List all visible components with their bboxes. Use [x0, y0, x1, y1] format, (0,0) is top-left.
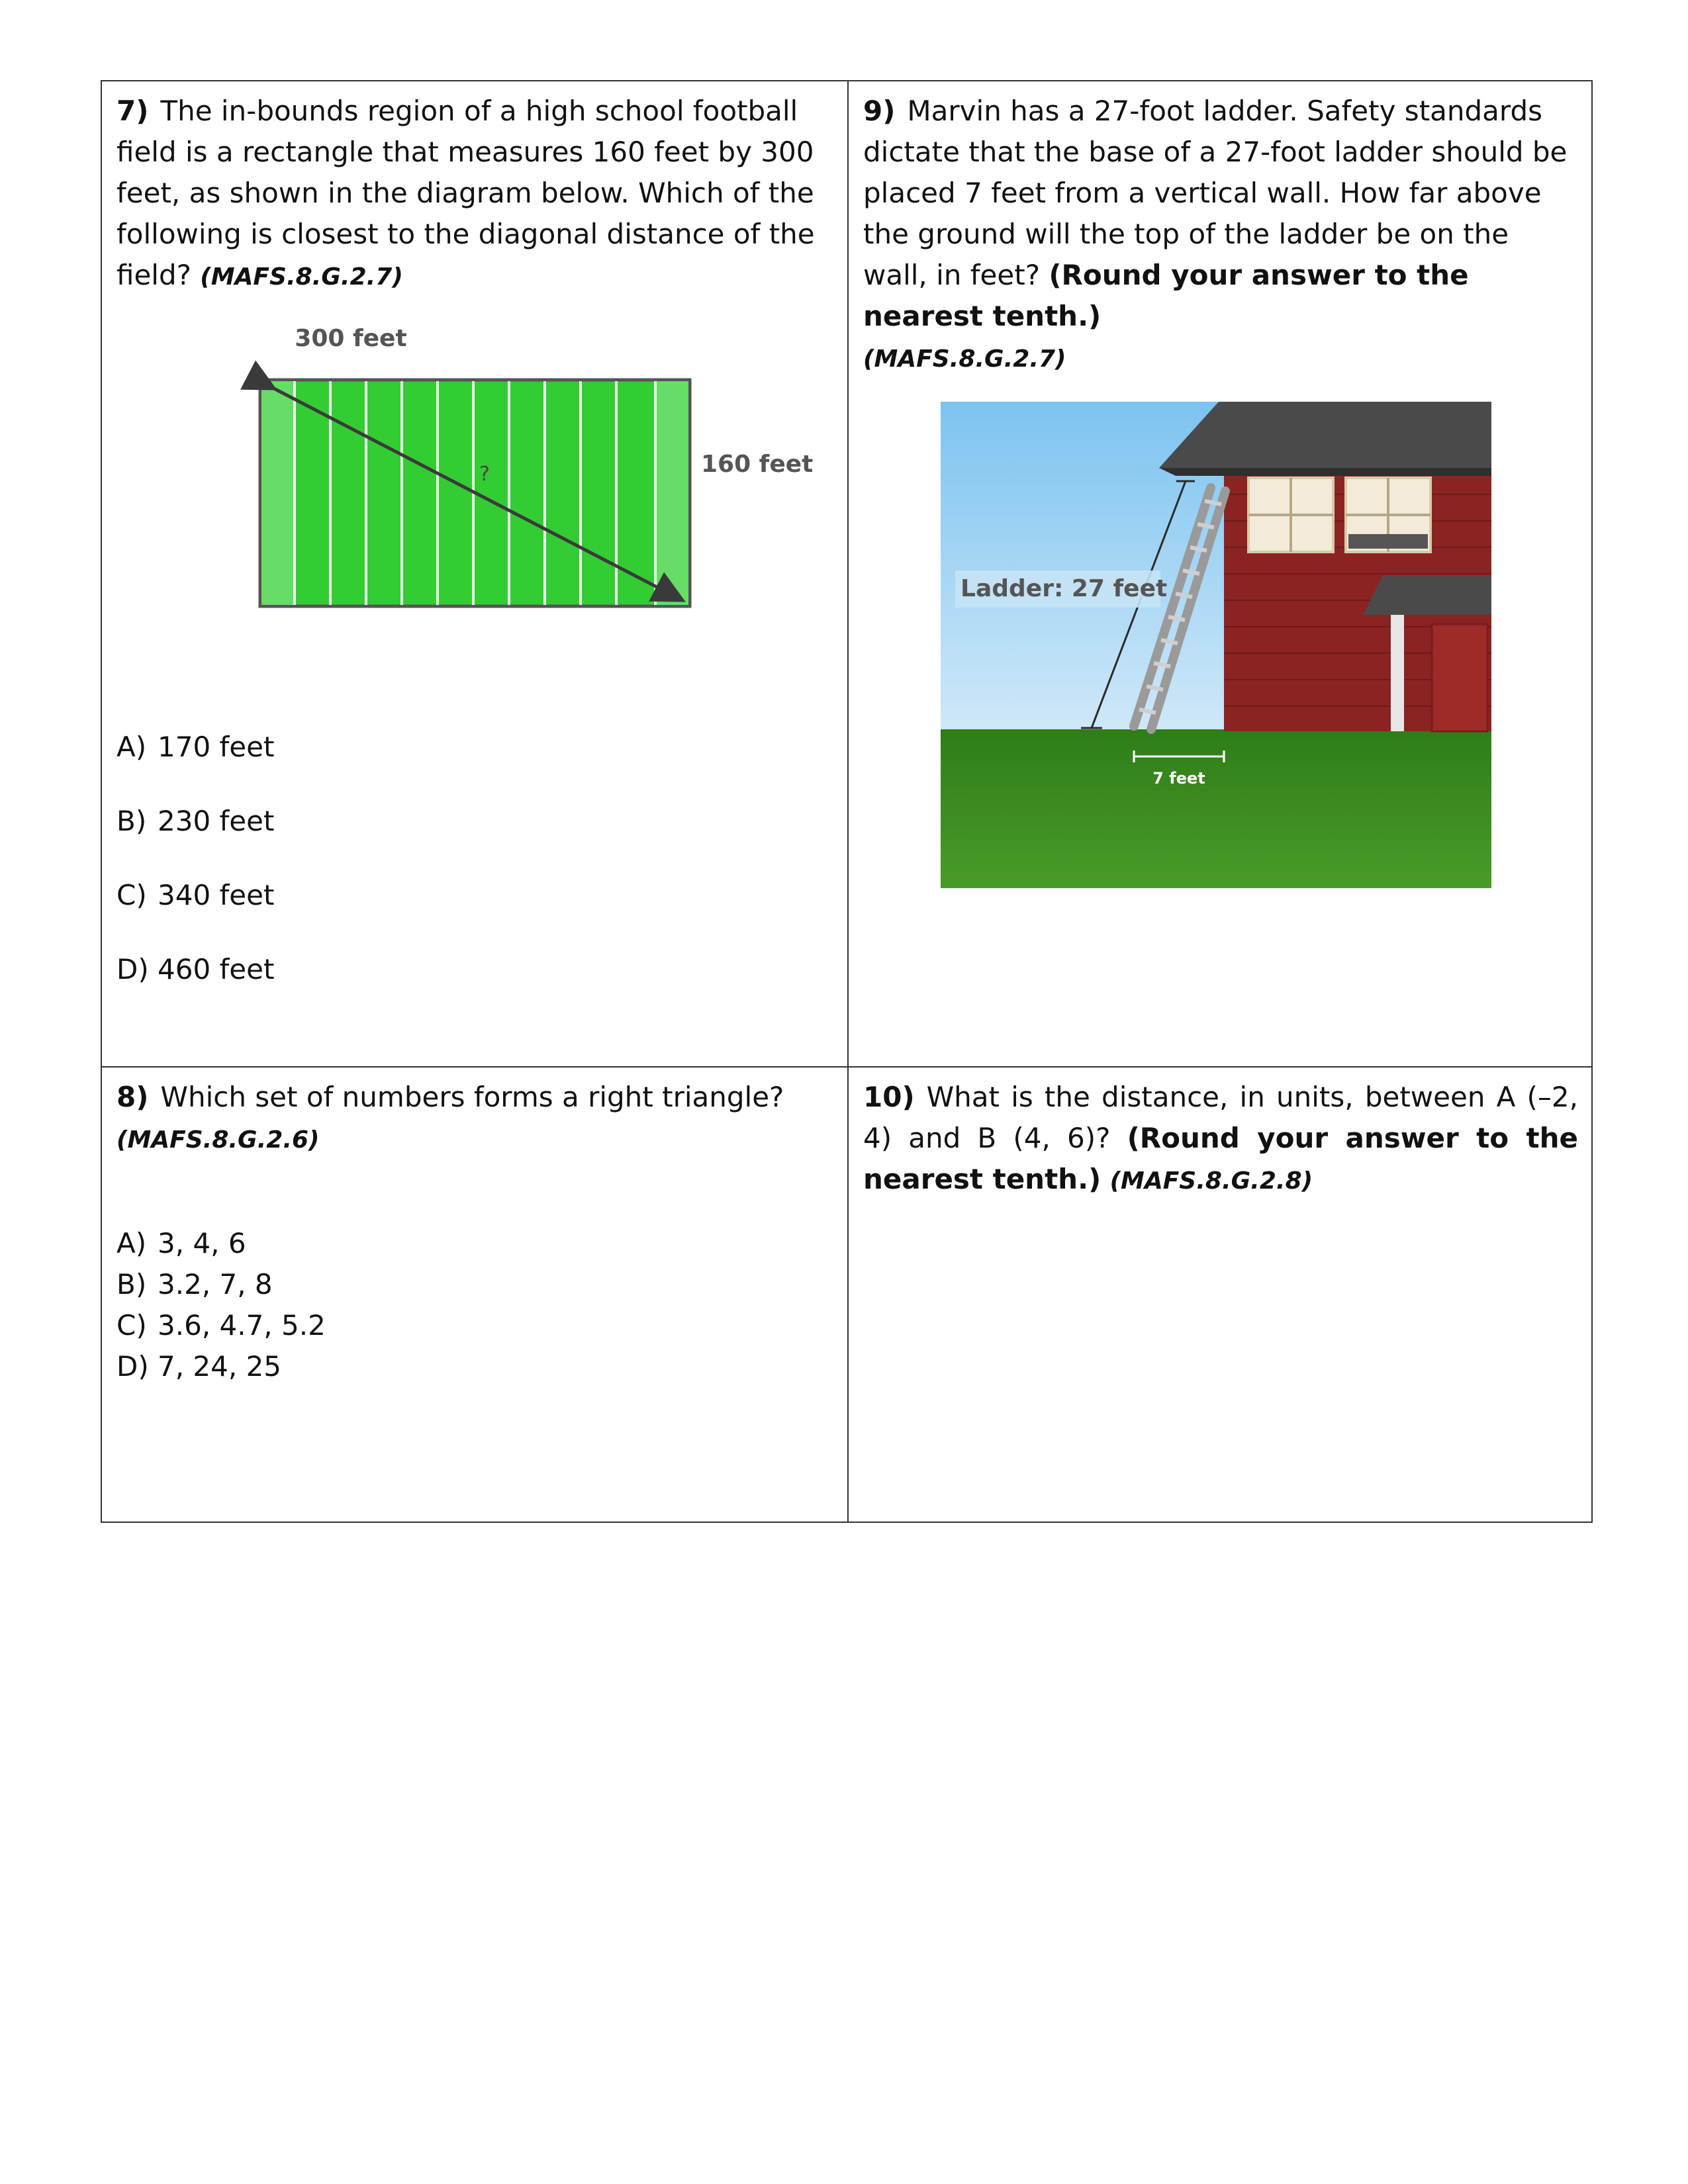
- choice-label: A): [117, 1227, 147, 1259]
- ladder-length-label: Ladder: 27 feet: [961, 575, 1168, 602]
- porch-column: [1391, 615, 1404, 731]
- rounding-instruction: (Round your answer to the nearest tenth.): [863, 1122, 1578, 1195]
- choice-d[interactable]: [117, 1346, 326, 1387]
- choice-text: 460 feet: [158, 953, 275, 985]
- standard-code: (MAFS.8.G.2.8): [1109, 1167, 1313, 1195]
- unknown-label: ?: [479, 463, 490, 486]
- question-7-cell: [102, 81, 847, 1066]
- choice-label: D): [117, 1350, 149, 1383]
- roof-shadow: [1159, 468, 1491, 476]
- question-text: The in-bounds region of a high school football field is a rectangle that measures 160 feet by 300 feet, as shown in the diagram below. Which of the following is closest to the diagonal distance of the field?: [117, 95, 815, 291]
- question-number: 9): [863, 95, 896, 127]
- question-text: Which set of numbers forms a right triangle?: [160, 1081, 784, 1113]
- height-label: 160 feet: [701, 451, 814, 478]
- choice-b[interactable]: [117, 801, 274, 875]
- choice-a[interactable]: [117, 727, 274, 801]
- question-9-cell: [849, 81, 1593, 1066]
- width-label: 300 feet: [295, 325, 407, 352]
- choice-c[interactable]: [117, 875, 274, 949]
- question-grid: [101, 80, 1593, 1523]
- question-text: Marvin has a 27-foot ladder. Safety standards dictate that the base of a 27-foot ladder should be placed 7 feet from a vertical wall. How far above the ground will the top of the ladder be on the wall, in feet?: [863, 95, 1568, 291]
- question-8-choices: [117, 1223, 326, 1387]
- window-2: [1346, 478, 1430, 552]
- question-8-cell: [102, 1068, 847, 1522]
- question-8-prompt: [117, 1077, 833, 1161]
- porch-roof: [1363, 575, 1491, 615]
- choice-text: 230 feet: [158, 805, 275, 837]
- choice-label: B): [117, 1268, 147, 1300]
- choice-a[interactable]: [117, 1223, 326, 1264]
- question-10-cell: [849, 1068, 1593, 1522]
- left-endzone: [261, 381, 295, 605]
- question-number: 10): [863, 1081, 915, 1113]
- rounding-instruction: (Round your answer to the nearest tenth.): [863, 259, 1469, 332]
- question-10-prompt: [863, 1077, 1578, 1202]
- standard-code: (MAFS.8.G.2.6): [117, 1126, 320, 1154]
- standard-code: (MAFS.8.G.2.7): [863, 345, 1066, 373]
- grass: [941, 729, 1491, 888]
- choice-d[interactable]: [117, 949, 274, 1023]
- question-text: What is the distance, in units, between A (–2, 4) and B (4, 6)?: [863, 1081, 1578, 1154]
- question-9-prompt: [863, 91, 1578, 380]
- football-field-diagram: [147, 320, 814, 611]
- choice-label: C): [117, 1309, 147, 1342]
- choice-label: A): [117, 731, 147, 763]
- question-number: 7): [117, 95, 149, 127]
- ladder-illustration: [941, 402, 1491, 888]
- question-7-choices: [117, 727, 274, 1023]
- choice-text: 340 feet: [158, 879, 275, 911]
- choice-text: 3.2, 7, 8: [158, 1268, 273, 1300]
- choice-c[interactable]: [117, 1305, 326, 1346]
- right-endzone: [655, 381, 688, 605]
- window-1: [1248, 478, 1333, 552]
- choice-label: D): [117, 953, 149, 985]
- choice-label: C): [117, 879, 147, 911]
- question-number: 8): [117, 1081, 149, 1113]
- base-distance-label: 7 feet: [1152, 769, 1205, 788]
- standard-code: (MAFS.8.G.2.7): [200, 263, 403, 291]
- choice-text: 170 feet: [158, 731, 275, 763]
- front-door: [1432, 624, 1487, 731]
- choice-text: 7, 24, 25: [158, 1350, 282, 1383]
- choice-label: B): [117, 805, 147, 837]
- choice-text: 3, 4, 6: [158, 1227, 246, 1259]
- choice-b[interactable]: [117, 1264, 326, 1305]
- choice-text: 3.6, 4.7, 5.2: [158, 1309, 326, 1342]
- question-7-prompt: [117, 91, 833, 298]
